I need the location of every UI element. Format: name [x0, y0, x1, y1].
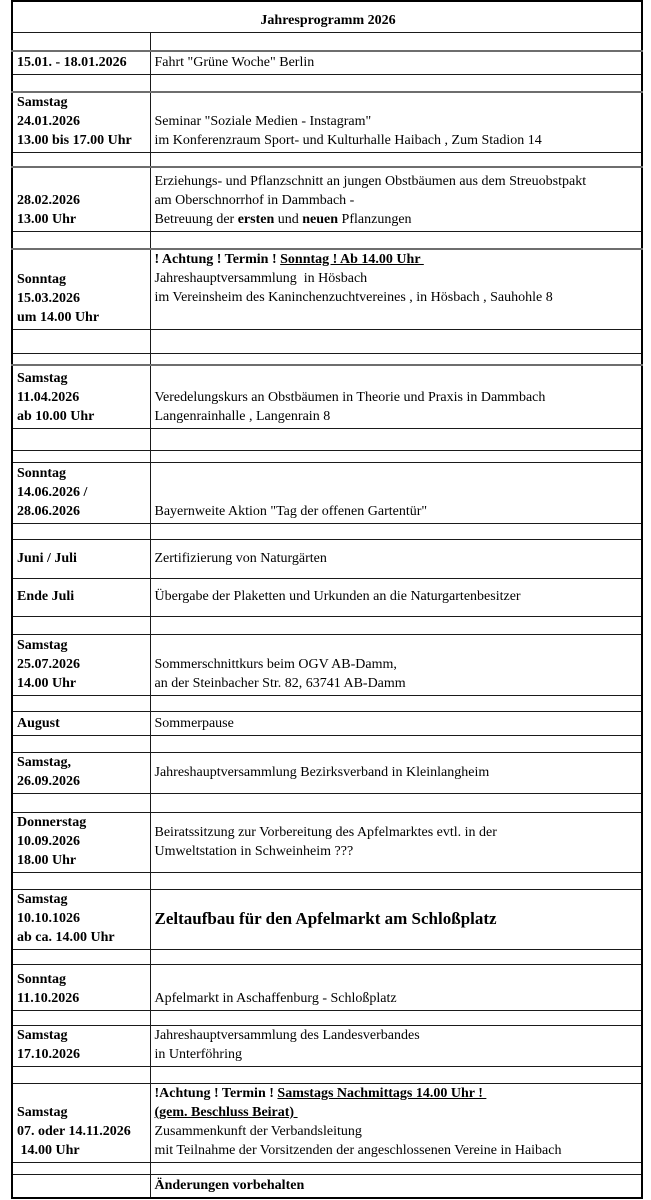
date-cell [12, 736, 150, 753]
event-cell [150, 92, 642, 153]
text-segment: !Achtung ! Termin ! [154, 1086, 278, 1101]
date-cell [12, 92, 150, 153]
text-segment: 24.01.2026 [17, 114, 80, 129]
text-segment: im Konferenzraum Sport- und Kulturhalle Haibach , Zum Stadion 14 [154, 133, 542, 148]
spacer-row [12, 1011, 642, 1026]
spacer-row [12, 794, 642, 813]
date-cell [12, 153, 150, 167]
text-segment: Sommerpause [154, 716, 234, 731]
event-cell [150, 635, 642, 696]
text-segment: 28.06.2026 [17, 504, 80, 519]
spacer-row [12, 696, 642, 712]
text-segment: Apfelmarkt in Aschaffenburg - Schloßplatz [154, 991, 397, 1006]
text-segment: 15.03.2026 [17, 291, 80, 306]
text-segment: 17.10.2026 [17, 1047, 80, 1062]
text-segment: Sonntag [17, 466, 67, 481]
text-segment: Samstags Nachmittags 14.00 Uhr ! [277, 1086, 487, 1101]
event-cell [150, 451, 642, 463]
event-cell [150, 463, 642, 524]
text-segment: Sonntag [17, 272, 67, 287]
spacer-row [12, 32, 642, 51]
event-cell [150, 736, 642, 753]
table-row [12, 249, 642, 330]
table-row [12, 1026, 642, 1067]
text-segment: Veredelungskurs an Obstbäumen in Theorie und Praxis in Dammbach [154, 390, 546, 405]
event-cell [150, 330, 642, 354]
date-cell [12, 167, 150, 232]
text-segment: in Unterföhring [154, 1047, 242, 1062]
spacer-row [12, 429, 642, 451]
date-cell [12, 965, 150, 1011]
text-segment: 14.00 Uhr [17, 1143, 80, 1158]
text-segment: an der Steinbacher Str. 82, 63741 AB-Damm [154, 676, 406, 691]
text-segment: 26.09.2026 [17, 774, 80, 789]
date-cell [12, 51, 150, 74]
spacer-row [12, 1163, 642, 1175]
date-cell [12, 753, 150, 794]
text-segment: neuen [302, 212, 339, 227]
date-cell [12, 451, 150, 463]
text-segment: Bayernweite Aktion "Tag der offenen Gartentür" [154, 504, 428, 519]
date-cell [12, 1163, 150, 1175]
spacer-row [12, 736, 642, 753]
spacer-row [12, 617, 642, 635]
spacer-row [12, 451, 642, 463]
spacer-row [12, 330, 642, 354]
event-cell [150, 167, 642, 232]
date-cell [12, 950, 150, 965]
table-row [12, 1175, 642, 1198]
text-segment: 11.04.2026 [17, 390, 80, 405]
date-cell [12, 696, 150, 712]
table-row [12, 51, 642, 74]
table-row [12, 635, 642, 696]
event-cell [150, 74, 642, 92]
text-segment: Zertifizierung von Naturgärten [154, 550, 327, 566]
text-segment: mit Teilnahme der Vorsitzenden der angeschlossenen Vereine in Haibach [154, 1143, 562, 1158]
event-cell [150, 1084, 642, 1163]
table-row [12, 463, 642, 524]
event-cell [150, 354, 642, 365]
text-segment: Samstag, [17, 755, 72, 770]
spacer-row [12, 1067, 642, 1084]
text-segment: Samstag [17, 892, 68, 907]
text-segment: Samstag [17, 1028, 68, 1043]
event-cell [150, 1011, 642, 1026]
text-segment: Sommerschnittkurs beim OGV AB-Damm, [154, 657, 397, 672]
event-cell [150, 1163, 642, 1175]
spacer-row [12, 354, 642, 365]
event-cell [150, 890, 642, 950]
date-cell [12, 249, 150, 330]
date-cell [12, 74, 150, 92]
table-row [12, 753, 642, 794]
event-cell [150, 232, 642, 249]
event-cell [150, 429, 642, 451]
text-segment: ! Achtung ! Termin ! [154, 251, 281, 267]
event-cell [150, 249, 642, 330]
text-segment: Samstag [17, 371, 68, 386]
date-cell [12, 794, 150, 813]
date-cell [12, 1084, 150, 1163]
date-cell [12, 1011, 150, 1026]
table-row [12, 890, 642, 950]
table-row [12, 540, 642, 579]
text-segment: Erziehungs- und Pflanzschnitt an jungen Obstbäumen aus dem Streuobstpakt [154, 174, 587, 189]
text-segment: Sonntag ! Ab 14.00 Uhr [280, 251, 424, 267]
text-segment: Betreuung der [154, 212, 238, 227]
table-row [12, 965, 642, 1011]
table-row [12, 579, 642, 617]
date-cell [12, 429, 150, 451]
text-segment: Sonntag [17, 972, 67, 987]
text-segment: im Vereinsheim des Kaninchenzuchtvereines , in Hösbach , Sauhohle 8 [154, 289, 553, 305]
text-segment: Juni / Juli [17, 550, 77, 566]
text-segment: 18.00 Uhr [17, 853, 77, 868]
event-cell [150, 1067, 642, 1084]
text-segment: 10.10.1026 [17, 911, 80, 926]
text-segment: 28.02.2026 [17, 193, 80, 208]
date-cell [12, 1026, 150, 1067]
date-cell [12, 524, 150, 540]
text-segment: 13.00 bis 17.00 Uhr [17, 133, 132, 148]
title-row [12, 1, 642, 32]
program-table [11, 0, 643, 1199]
event-cell [150, 365, 642, 429]
table-row [12, 365, 642, 429]
event-cell [150, 813, 642, 873]
text-segment: Langenrainhalle , Langenrain 8 [154, 409, 331, 424]
text-segment: 25.07.2026 [17, 657, 80, 672]
date-cell [12, 365, 150, 429]
text-segment: 13.00 Uhr [17, 212, 77, 227]
event-cell [150, 965, 642, 1011]
date-cell [12, 232, 150, 249]
date-cell [12, 873, 150, 890]
spacer-row [12, 950, 642, 965]
event-cell [150, 51, 642, 74]
event-cell [150, 32, 642, 51]
page-title: Jahresprogramm 2026 [12, 1, 642, 32]
table-row [12, 167, 642, 232]
text-segment: Samstag [17, 1105, 68, 1120]
text-segment: Zusammenkunft der Verbandsleitung [154, 1124, 362, 1139]
text-segment: 10.09.2026 [17, 834, 80, 849]
date-cell [12, 890, 150, 950]
event-cell [150, 696, 642, 712]
date-cell [12, 330, 150, 354]
text-segment: ab 10.00 Uhr [17, 409, 95, 424]
event-cell [150, 153, 642, 167]
event-cell [150, 1026, 642, 1067]
table-row [12, 1084, 642, 1163]
text-segment: Jahreshauptversammlung Bezirksverband in Kleinlangheim [154, 764, 490, 780]
event-cell [150, 873, 642, 890]
date-cell [12, 1067, 150, 1084]
event-cell [150, 579, 642, 617]
text-segment: 07. oder 14.11.2026 [17, 1124, 131, 1139]
event-cell [150, 524, 642, 540]
date-cell [12, 712, 150, 736]
text-segment: Zeltaufbau für den Apfelmarkt am Schloßplatz [154, 908, 497, 928]
date-cell [12, 1175, 150, 1198]
event-cell [150, 794, 642, 813]
spacer-row [12, 232, 642, 249]
spacer-row [12, 74, 642, 92]
table-row [12, 92, 642, 153]
event-cell [150, 712, 642, 736]
date-cell [12, 617, 150, 635]
spacer-row [12, 873, 642, 890]
spacer-row [12, 153, 642, 167]
text-segment: Umweltstation in Schweinheim ??? [154, 843, 354, 859]
date-cell [12, 32, 150, 51]
date-cell [12, 463, 150, 524]
text-segment: Übergabe der Plaketten und Urkunden an die Naturgartenbesitzer [154, 589, 521, 604]
text-segment: Änderungen vorbehalten [154, 1177, 305, 1193]
date-cell [12, 354, 150, 365]
date-cell [12, 813, 150, 873]
spacer-row [12, 524, 642, 540]
date-cell [12, 579, 150, 617]
text-segment: 15.01. - 18.01.2026 [17, 54, 127, 70]
event-cell [150, 753, 642, 794]
date-cell [12, 635, 150, 696]
event-cell [150, 540, 642, 579]
text-segment: und [274, 212, 303, 227]
event-cell [150, 617, 642, 635]
text-segment: 11.10.2026 [17, 991, 80, 1006]
text-segment: ersten [237, 212, 275, 227]
text-segment: Donnerstag [17, 815, 87, 830]
text-segment: Seminar "Soziale Medien - Instagram" [154, 114, 372, 129]
text-segment: 14.06.2026 / [17, 485, 88, 500]
text-segment: Fahrt "Grüne Woche" Berlin [154, 54, 315, 70]
text-segment: Ende Juli [17, 589, 75, 604]
event-cell [150, 950, 642, 965]
text-segment: Jahreshauptversammlung des Landesverbandes [154, 1028, 420, 1043]
event-cell [150, 1175, 642, 1198]
text-segment: um 14.00 Uhr [17, 310, 100, 325]
table-row [12, 813, 642, 873]
text-segment: Pflanzungen [338, 212, 412, 227]
text-segment: am Oberschnorrhof in Dammbach - [154, 193, 355, 208]
text-segment: 14.00 Uhr [17, 676, 77, 691]
text-segment: (gem. Beschluss Beirat) [154, 1105, 298, 1120]
text-segment: ab ca. 14.00 Uhr [17, 930, 115, 945]
text-segment: Beiratssitzung zur Vorbereitung des Apfelmarktes evtl. in der [154, 824, 497, 840]
table-row [12, 712, 642, 736]
text-segment: August [17, 716, 60, 731]
date-cell [12, 540, 150, 579]
text-segment: Samstag [17, 95, 68, 110]
text-segment: Jahreshauptversammlung in Hösbach [154, 270, 368, 286]
text-segment: Samstag [17, 638, 68, 653]
